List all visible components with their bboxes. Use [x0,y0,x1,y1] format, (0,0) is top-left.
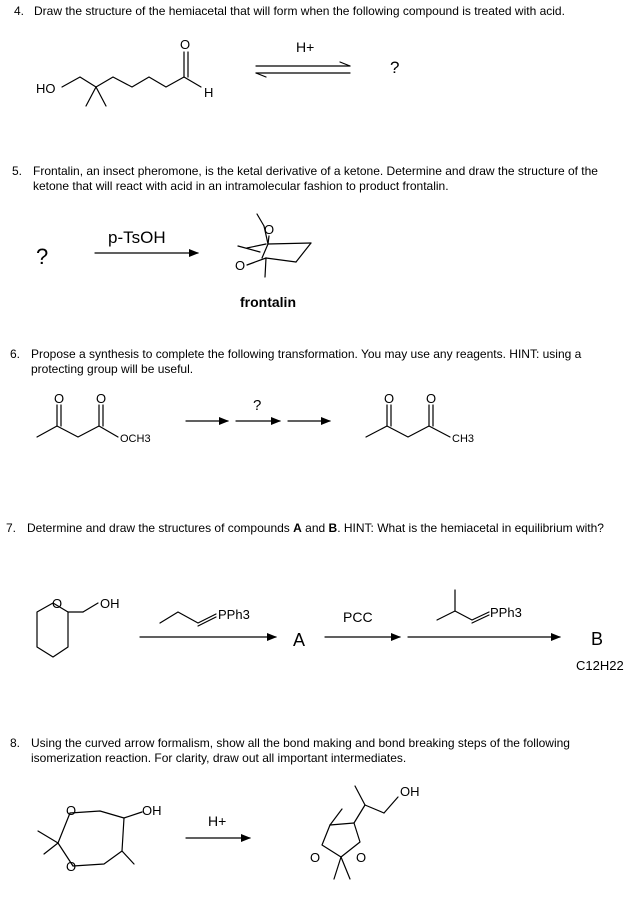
q7-ylide-1 [160,612,216,626]
question-number: 4. [14,4,25,18]
q8-ring-o-label-3: O [310,850,321,865]
q4-ho-label: HO [36,81,56,96]
q5-ring-o-top: O [264,222,275,237]
question-number: 5. [12,164,23,178]
q7-pph3-label-1: PPh3 [218,607,250,622]
q5-frontalin-structure [238,214,311,277]
q6-o-label-1: O [54,391,65,406]
q6-o-label-4: O [426,391,437,406]
q7-oh-label: OH [100,596,120,611]
q6-unknown-steps: ? [253,397,262,414]
q8-ring-o-label-4: O [356,850,367,865]
q7-compound-a: A [293,630,306,650]
q7-formula-b: C12H22 [576,658,624,673]
q7-hemiacetal-ring [37,603,98,657]
q4-unknown-product: ? [390,58,400,77]
q8-dioxolane-product [322,786,398,879]
q4-starting-aldehyde [62,52,201,106]
q6-product-diketone [366,405,450,437]
q8-seven-ring-ketal [38,811,142,866]
question-text: Propose a synthesis to complete the following transformation. You may use any reagents. HINT: using a protecting group will be useful. [31,347,582,376]
q4-carbonyl-o-label: O [180,37,191,52]
compound-a-label: A [293,521,302,535]
compound-b-label: B [328,521,338,535]
q8-ring-o-label-2: O [66,859,77,874]
q5-product-name: frontalin [240,294,296,310]
question-text: Determine and draw the structures of compounds A and B. HINT: What is the hemiacetal in equilibrium with? [27,521,604,535]
q6-ch3-label: CH3 [452,433,475,445]
q5-ring-o-bottom: O [235,258,246,273]
q6-o-label-2: O [96,391,107,406]
q8-ring-o-label-1: O [66,803,77,818]
q6-o-label-3: O [384,391,395,406]
question-text: Draw the structure of the hemiacetal that will form when the following compound is treated with acid. [34,4,565,18]
question-number: 7. [6,521,17,535]
q4-aldehyde-h-label: H [204,85,214,100]
q5-unknown-ketone: ? [36,244,49,269]
q8-oh-label-2: OH [400,784,420,799]
q5-reagent-label: p-TsOH [108,228,166,247]
q4-acid-label: H+ [296,39,315,55]
q8-oh-label-1: OH [142,803,162,818]
question-text: Frontalin, an insect pheromone, is the ketal derivative of a ketone. Determine and draw the structure of the ketone that will react with acid in an intramolecular fashion to product frontalin. [33,164,598,193]
q7-ylide-2 [437,590,489,623]
question-number: 8. [10,736,21,750]
q7-ring-o-label: O [52,596,63,611]
question-text: Using the curved arrow formalism, show all the bond making and bond breaking steps of the following isomerization reaction. For clarity, draw out all important intermediates. [31,736,570,765]
question-number: 6. [10,347,21,361]
q6-och3-label: OCH3 [120,433,151,445]
q7-compound-b: B [591,629,604,649]
q8-acid-label: H+ [208,813,227,829]
q7-pcc-label: PCC [343,609,373,625]
q4-equilibrium-arrows [256,62,350,77]
q6-starting-ketoester [37,405,118,437]
q7-pph3-label-2: PPh3 [490,605,522,620]
